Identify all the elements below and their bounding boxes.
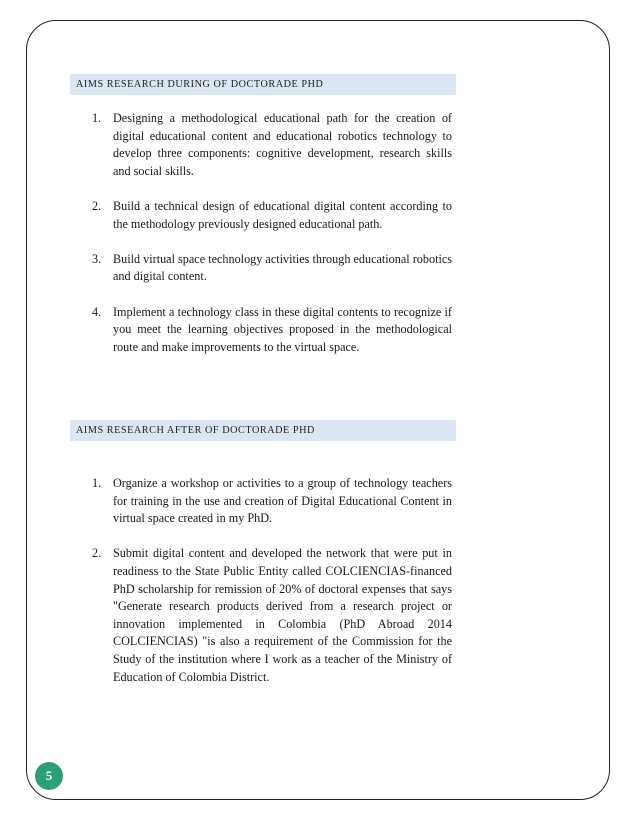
list-item-number: 1. xyxy=(92,476,102,490)
list-item-text: Implement a technology class in these digital contents to recognize if you meet the learning objectives proposed in the methodological route and make improvements to the virtual space. xyxy=(113,304,452,354)
list-item xyxy=(92,251,452,286)
aims-list-during-phd xyxy=(92,110,452,356)
list-item xyxy=(92,198,452,233)
list-item-number: 1. xyxy=(92,111,102,125)
list-item xyxy=(92,545,452,686)
list-item-text: Submit digital content and developed the network that were put in readiness to the State Public Entity called COLCIENCIAS-financed PhD scholarship for remission of 20% of doctoral expenses that says "Generate research products derived from a research project or innovation implemented in Colombia (PhD Abroad 2014 COLCIENCIAS) "is also a requirement of the Commission for the Study of the institution where I work as a teacher of the Ministry of Education of Colombia District. xyxy=(113,546,452,684)
section-heading-after-phd: AIMS RESEARCH AFTER OF DOCTORADE PHD xyxy=(70,420,456,441)
list-item-text: Build virtual space technology activities through educational robotics and digital content. xyxy=(113,251,452,284)
page-number-badge: 5 xyxy=(35,762,63,790)
list-item xyxy=(92,475,452,528)
aims-list-after-phd xyxy=(92,475,452,686)
list-item-number: 2. xyxy=(92,198,102,213)
list-item-text: Organize a workshop or activities to a group of technology teachers for training in the use and creation of Digital Educational Content in virtual space created in my PhD. xyxy=(113,476,452,526)
list-item-text: Build a technical design of educational digital content according to the methodology previously designed educational path. xyxy=(113,198,452,231)
list-item-number: 3. xyxy=(92,251,102,266)
list-item xyxy=(92,110,452,180)
list-item xyxy=(92,304,452,357)
list-item-number: 2. xyxy=(92,546,102,561)
list-item-number: 4. xyxy=(92,304,102,319)
section-heading-during-phd: AIMS RESEARCH DURING OF DOCTORADE PHD xyxy=(70,74,456,95)
list-item-text: Designing a methodological educational path for the creation of digital educational content and educational robotics technology to develop three components: cognitive development, research skills and social skills. xyxy=(113,111,452,178)
